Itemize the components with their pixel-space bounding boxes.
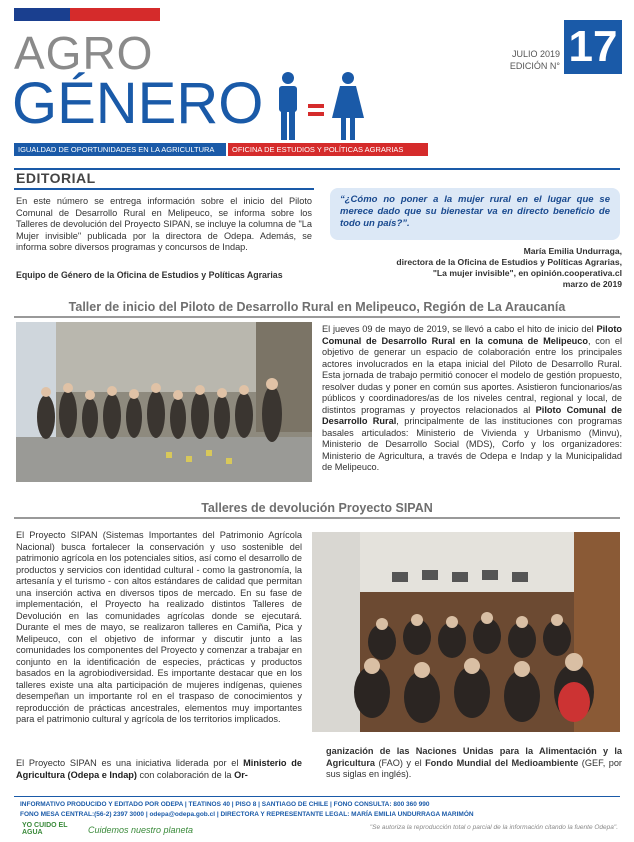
article1-bold-1: Piloto Comunal de Desarrollo Rural en la comuna de Melipeuco <box>322 324 622 346</box>
tagline-band-right: OFICINA DE ESTUDIOS Y POLÍTICAS AGRARIAS <box>228 143 428 156</box>
article2-text-3: (FAO) y el <box>375 757 426 768</box>
article1-text-2: , con el objetivo de generar un espacio de colaboración entre los principales actores involucrados en la etapa inicial del Piloto de Desarrollo Rural. Esta jornada de trabajo permitió conocer el modelo de gestión propuesto, resolver dudas y poner en común sus aportes. Asistieron funcionarios/as públicos y coordinadores/as de los niveles central, regional y local, de distintos programas y proyectos relacionados al <box>322 335 622 415</box>
planet-tagline: Cuidemos nuestro planeta <box>88 825 194 835</box>
logo-genero: GÉNERO <box>12 71 264 136</box>
flag-red-bar <box>70 8 160 21</box>
article2-continuation <box>326 746 622 781</box>
article1-rule <box>14 316 620 318</box>
water-campaign-logo: YO CUIDO EL AGUA <box>22 822 68 836</box>
issue-month: JULIO 2019 <box>511 49 560 59</box>
quote-signature <box>320 246 622 290</box>
article1-text-3: , principalmente de las instituciones con programas basales articulados: Ministerio de Vivienda y Urbanismo (Minvu), Ministerio de Desarrollo Social (MDS), Corfo y los organizadores: Ministerio de Agricultura, a través de Odepa e Indap y la Municipalidad de Melipeuco. <box>322 416 622 472</box>
flag-blue-bar <box>14 8 70 21</box>
footer-address: INFORMATIVO PRODUCIDO Y EDITADO POR ODEPA | TEATINOS 40 | PISO 8 | SANTIAGO DE CHILE | FONO CONSULTA: 800 360 990 <box>20 801 430 808</box>
article1-text-1: El jueves 09 de mayo de 2019, se llevó a cabo el hito de inicio del <box>322 324 594 334</box>
article1-title: Taller de inicio del Piloto de Desarrollo Rural en Melipeuco, Región de La Araucanía <box>68 300 566 314</box>
signature-line: "La mujer invisible", en opinión.cooperativa.cl <box>432 268 622 278</box>
article2-body-2 <box>16 758 302 781</box>
article2-text-2: con colaboración de la <box>139 769 232 780</box>
editorial-body: En este número se entrega información sobre el inicio del Piloto Comunal de Desarrollo Rural en Melipeuco, se informa sobre los Talleres de devolución del Proyecto SIPAN, se incluye la columna de "La Mujer invisible" publicada por la directora de Odepa. Además, se informa sobre diversos programas y concursos de Indap. <box>16 196 312 252</box>
tagline-band-left: IGUALDAD DE OPORTUNIDADES EN LA AGRICULTURA <box>14 143 226 156</box>
article2-title: Talleres de devolución Proyecto SIPAN <box>201 501 433 515</box>
footer-rule <box>14 796 620 797</box>
article2-bold-3: ganización de las Naciones Unidas para la Alimentación y la Agricultura <box>326 746 622 768</box>
article2-text-1: El Proyecto SIPAN es una iniciativa liderada por el <box>16 758 239 768</box>
signature-line: María Emilia Undurraga, <box>523 246 622 256</box>
article1-bold-2: Piloto Comunal de Desarrollo Rural <box>322 404 622 426</box>
reproduction-notice: "Se autoriza la reproducción total o parcial de la información citando la fuente Odepa". <box>369 824 618 831</box>
article2-text-4: (GEF, por sus siglas en inglés). <box>326 757 622 779</box>
logo-agro: AGRO <box>14 27 154 79</box>
gender-equality-icon <box>272 70 372 142</box>
article1-body <box>322 324 622 474</box>
workshop-audience-photo <box>312 532 620 732</box>
editorial-top-rule <box>14 168 620 170</box>
article2-body: El Proyecto SIPAN (Sistemas Importantes del Patrimonio Agrícola Nacional) busca fortalecer la conservación y uso sostenible del patrimonio agrícola en los potenciales sitios, así como el desarrollo de productos y servicios con identidad cultural - como la gastronomía, la artesanía y el turismo - con altos estándares de calidad que permitan una inserción activa en diversos tipos de mercado. En su fase de implementación, el Proyecto ha realizado distintos Talleres de Devolución en las comunidades agrícolas donde se ejecutará. Durante el mes de mayo, se realizaron talleres en Camiña, Pica y Melipeuco, con el objetivo de informar y discutir junto a las comunidades los componentes del Proyecto y comenzar a trabajar en conjunto en la identificación de especies, prácticas y productos basados en la agrobiodiversidad. Es importante destacar que en los talleres existe una alta participación de mujeres indígenas, quienes desempeñan un importante rol en el traspaso de conocimientos y reproducción de prácticas ancestrales, elementos muy importantes para el patrimonio cultural y agrícola de los territorios implicados. <box>16 530 302 724</box>
article2-bold-4: Fondo Mundial del Medioambiente <box>425 757 579 768</box>
signature-line: marzo de 2019 <box>562 279 622 289</box>
edition-number: 17 <box>564 20 622 74</box>
editorial-underline <box>14 188 314 190</box>
footer-contact: FONO MESA CENTRAL:(56-2) 2397 3000 | odepa@odepa.gob.cl | DIRECTORA Y REPRESENTANTE LEGAL: MARÍA EMILIA UNDURRAGA MARIMÓN <box>20 811 474 818</box>
edition-label: EDICIÓN N° <box>509 61 560 71</box>
article2-bold-1: Ministerio de Agricultura (Odepa e Indap) <box>16 758 302 780</box>
signature-line: directora de la Oficina de Estudios y Políticas Agrarias, <box>396 257 622 267</box>
editorial-title: EDITORIAL <box>16 170 96 186</box>
workshop-group-photo <box>16 322 312 482</box>
editorial-team: Equipo de Género de la Oficina de Estudios y Políticas Agrarias <box>16 270 283 280</box>
article2-rule <box>14 517 620 519</box>
issue-date <box>500 48 560 72</box>
article2-bold-2: Or- <box>234 769 248 780</box>
quote-box: “¿Cómo no poner a la mujer rural en el lugar que se merece dado que su bienestar va en directo beneficio de todo un país?”. <box>330 188 620 240</box>
